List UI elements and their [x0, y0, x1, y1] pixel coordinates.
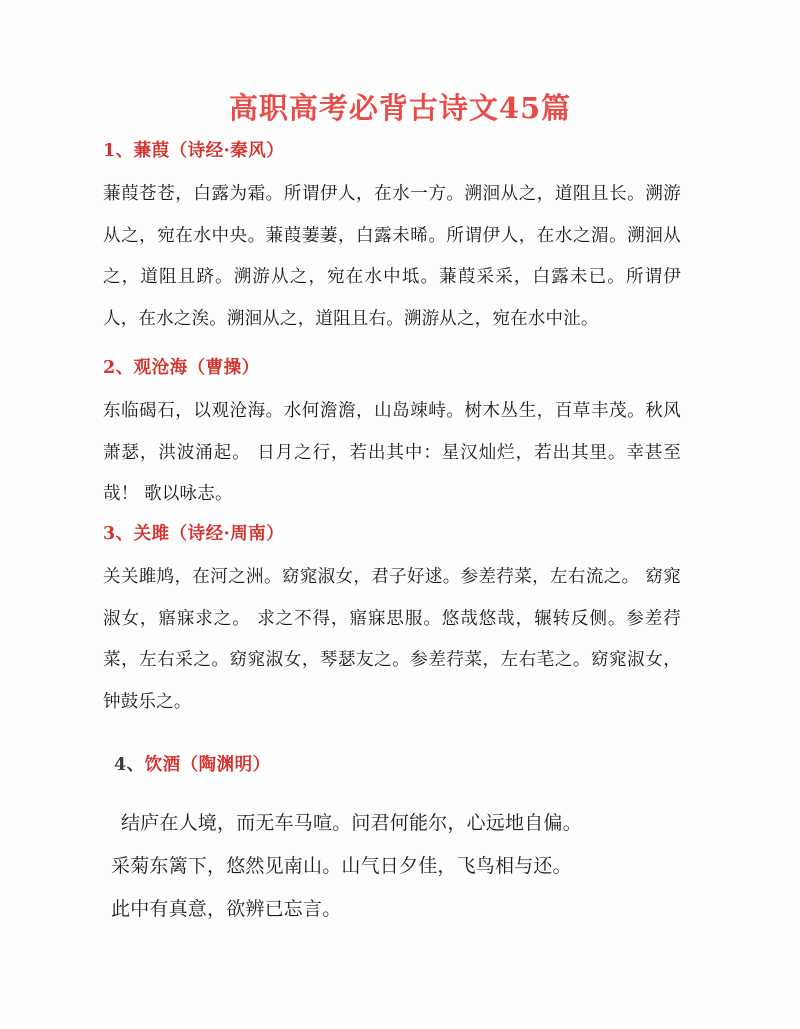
poem-heading-2: 2、观沧海（曹操）	[103, 358, 260, 378]
poem-entry-2	[103, 351, 681, 516]
poem-body-2: 东临碣石，以观沧海。水何澹澹，山岛竦峙。树木丛生，百草丰茂。秋风萧瑟，洪波涌起。 日月之行，若出其中：星汉灿烂，若出其里。幸甚至哉！ 歌以咏志。	[103, 401, 681, 504]
poem-heading-4-title: 饮酒（陶渊明）	[144, 755, 271, 775]
poem-entry-1	[103, 134, 681, 340]
poem-heading-4	[103, 748, 681, 782]
poem-entry-3	[103, 517, 681, 723]
poem-heading-1: 1、蒹葭（诗经·秦风）	[103, 141, 285, 161]
poem-heading-3: 3、关雎（诗经·周南）	[103, 524, 285, 544]
page-title: 高职高考必背古诗文45篇	[228, 91, 572, 125]
poem-heading-4-number: 4、	[114, 755, 145, 775]
poem-line: 此中有真意，欲辨已忘言。	[111, 899, 342, 920]
poem-line-text: 结庐在人境，而无车马喧。问君何能尔，心远地自偏。	[121, 813, 582, 834]
poem-body-4	[103, 802, 681, 931]
poem-body-3: 关关雎鸠，在河之洲。窈窕淑女，君子好逑。参差荇菜，左右流之。 窈窕淑女，寤寐求之。 求之不得，寤寐思服。悠哉悠哉，辗转反侧。参差荇菜，左右采之。窈窕淑女，琴瑟友之。参差荇菜，左右芼之。窈窕淑女，钟鼓乐之。	[103, 567, 681, 712]
poem-line	[111, 802, 681, 845]
poem-line: 采菊东篱下，悠然见南山。山气日夕佳，飞鸟相与还。	[111, 856, 572, 877]
poem-body-1: 蒹葭苍苍，白露为霜。所谓伊人，在水一方。溯洄从之，道阻且长。溯游从之，宛在水中央。蒹葭萋萋，白露未晞。所谓伊人，在水之湄。溯洄从之，道阻且跻。溯游从之，宛在水中坻。蒹葭采采，白露未已。所谓伊人，在水之涘。溯洄从之，道阻且右。溯游从之，宛在水中沚。	[103, 184, 681, 329]
poem-entry-4	[103, 748, 681, 931]
